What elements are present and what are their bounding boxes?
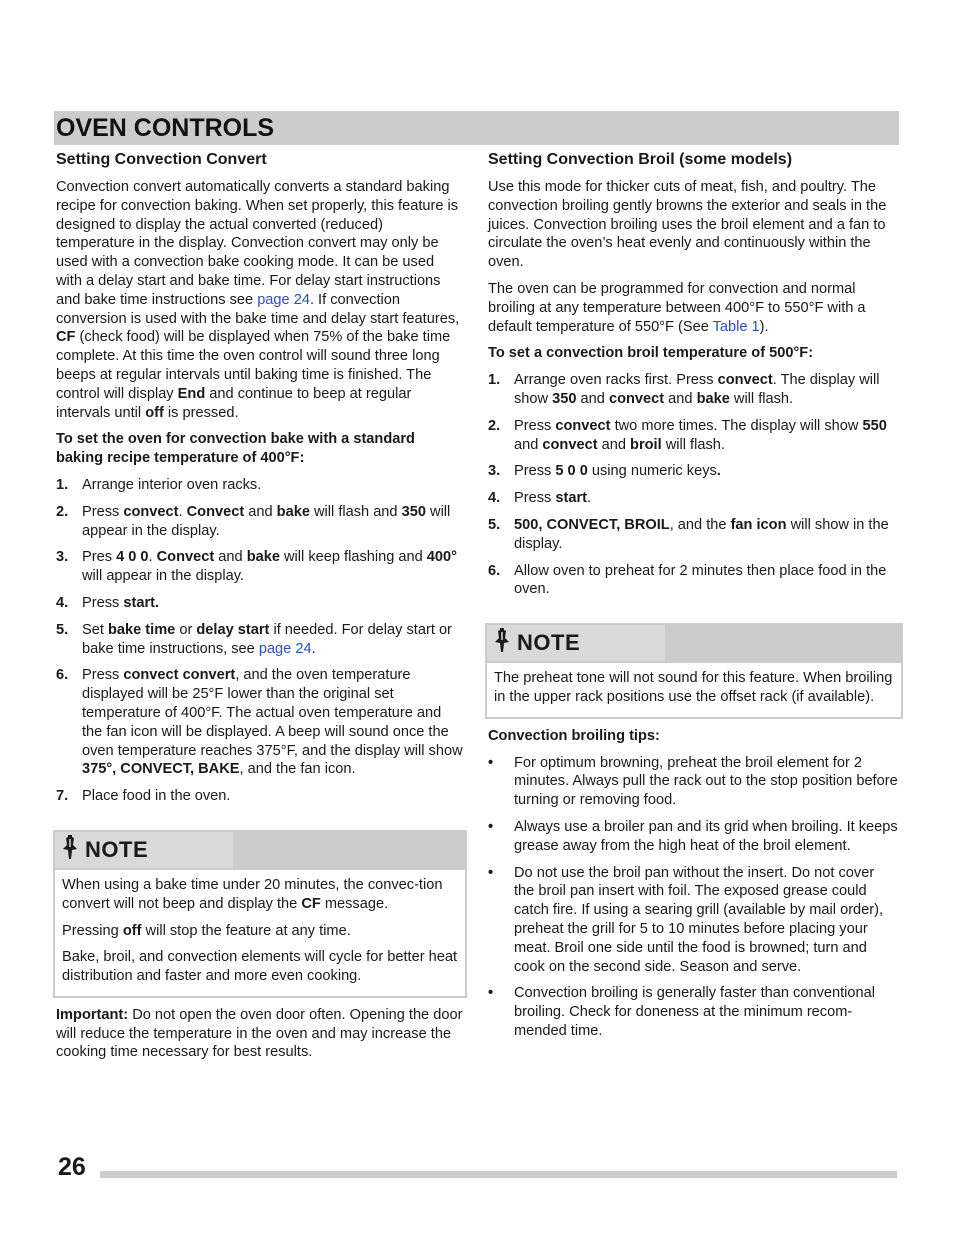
important-paragraph: Important: Do not open the oven door often. Opening the door will reduce the temperature in the oven and may increase the cooking time necessary for best results. bbox=[56, 1006, 463, 1061]
list-item: 4. Press start. bbox=[488, 490, 592, 507]
convect-broil-steps bbox=[488, 371, 898, 599]
convect-bake-steps bbox=[56, 476, 464, 806]
broil-tips-list bbox=[488, 754, 898, 1041]
convect-convert-intro: Convection convert automatically converts a standard baking recipe for convection baking. When set properly, this feature is designed to display the actual converted (reduced) temperature in the display. Convection convert may only be used with a convection bake cooking mode. It can be used with a delay start and bake time. For delay start instructions and bake time instructions see page 24. If convection conversion is used with the bake time and delay start features, CF (check food) will be displayed when 75% of the bake time complete. At this time the oven control will sound three long beeps at regular intervals until baking time is finished. The control will display End and continue to beep at regular intervals until off is pressed. bbox=[56, 179, 460, 421]
convect-broil-intro: Use this mode for thicker cuts of meat, fish, and poultry. The convection broiling gently browns the exterior and seals in the juices. Convection broiling uses the broil element and a fan to circulate the oven’s heat evenly and continuously within the oven. bbox=[488, 179, 887, 271]
list-item: 3. Press 5 0 0 using numeric keys. bbox=[488, 463, 721, 480]
list-item: • Do not use the broil pan without the insert. Do not cover the broil pan insert with foil. The exposed grease could catch fire. If using a searing grill (available by mail order), preheat the grill for 5 to 10 minutes before placing your meat. Broil one side until the food is browned; turn and cook on the second side. Season and serve. bbox=[488, 864, 884, 975]
note-body: When using a bake time under 20 minutes, the convec-tion convert will not beep and display the CF message. Pressing off will stop the feature at any time. Bake, broil, and convection elements will cycle for better heat distribution and faster and more even cooking. bbox=[62, 876, 458, 985]
list-item: 1. Arrange oven racks first. Press convect. The display will show 350 and convect and bake will flash. bbox=[488, 372, 880, 407]
list-item: 5. Set bake time or delay start if needed. For delay start or bake time instructions, see page 24. bbox=[56, 621, 452, 657]
list-item: 2. Press convect two more times. The display will show 550 and convect and broil will flash. bbox=[488, 417, 887, 453]
list-item: • For optimum browning, preheat the broil element for 2 minutes. Always pull the rack out to the stop position before turning or removing food. bbox=[488, 754, 898, 809]
list-item: 2. Press convect. Convect and bake will flash and 350 will appear in the display. bbox=[56, 503, 451, 539]
convect-convert-heading: Setting Convection Convert bbox=[56, 151, 267, 168]
note-box bbox=[53, 830, 467, 998]
convect-broil-instruction-title: To set a convection broil temperature of 500°F: bbox=[488, 345, 814, 362]
left-column bbox=[56, 150, 464, 1070]
list-item: 6. Allow oven to preheat for 2 minutes then place food in the oven. bbox=[488, 562, 887, 598]
note-header bbox=[55, 832, 465, 870]
note-header bbox=[487, 625, 901, 663]
section-banner bbox=[54, 111, 899, 145]
list-item: 5. 500, CONVECT, BROIL, and the fan icon will show in the display. bbox=[488, 516, 889, 552]
convect-broil-range: The oven can be programmed for convection and normal broiling at any temperature between 400°F to 550°F with a default temperature of 550°F (See Table 1). bbox=[488, 280, 866, 335]
page-24-link[interactable]: page 24 bbox=[258, 640, 312, 657]
note-box bbox=[485, 623, 903, 719]
list-item: 7. Place food in the oven. bbox=[56, 788, 231, 805]
page-24-link[interactable]: page 24 bbox=[257, 291, 310, 308]
page-number: 26 bbox=[58, 1153, 86, 1181]
list-item: • Always use a broiler pan and its grid when broiling. It keeps grease away from the high heat of the broil element. bbox=[488, 818, 898, 854]
list-item: 1. Arrange interior oven racks. bbox=[56, 476, 262, 493]
list-item: • Convection broiling is generally faster than conventional broiling. Check for doneness at the minimum recom-mended time. bbox=[488, 985, 876, 1039]
page-title: OVEN CONTROLS bbox=[56, 114, 275, 142]
list-item: 4. Press start. bbox=[56, 594, 160, 611]
list-item: 3. Pres 4 0 0. Convect and bake will keep flashing and 400° will appear in the display. bbox=[56, 549, 457, 585]
convect-broil-heading: Setting Convection Broil (some models) bbox=[488, 151, 793, 168]
table-1-link[interactable]: Table 1 bbox=[712, 318, 760, 335]
pushpin-icon bbox=[493, 627, 511, 659]
broil-tips-title: Convection broiling tips: bbox=[488, 727, 660, 744]
convect-bake-instruction-title: To set the oven for convection bake with a standard baking recipe temperature of 400°F: bbox=[56, 431, 415, 467]
footer-rule bbox=[100, 1171, 897, 1178]
right-column bbox=[488, 150, 898, 1049]
note-body: The preheat tone will not sound for this feature. When broiling in the upper rack positions use the offset rack (if available). bbox=[494, 670, 893, 705]
pushpin-icon bbox=[61, 834, 79, 866]
list-item: 6. Press convect convert, and the oven temperature displayed will be 25°F lower than the original set temperature of 400°F. The actual oven temperature and the fan icon will be displayed. A beep will sound once the oven temperature reaches 375°F, and the display will show 375°, CONVECT, BAKE, and the fan icon. bbox=[56, 667, 463, 778]
note-title: NOTE bbox=[517, 629, 581, 655]
note-title: NOTE bbox=[85, 836, 149, 862]
